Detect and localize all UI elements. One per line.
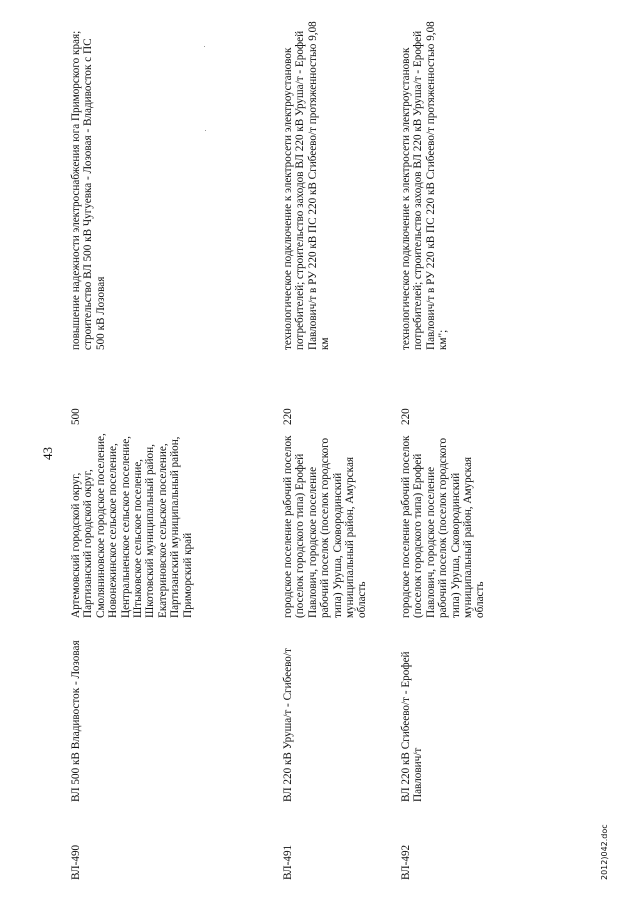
line-code: ВЛ-490 (70, 844, 82, 880)
line-purpose: технологическое подключение к электросети электроустановок потребителей; строительство заходов ВЛ 220 кВ Уруша/т - Ерофей Павлович/т в РУ 220 кВ ПС 220 кВ Сгибеево/т протяженностью 9,08 км"; (400, 21, 450, 350)
line-purpose: повышение надежности электроснабжения юга Приморского края; строительство ВЛ 500 кВ Чугуевка - Лозовая - Владивосток с ПС 500 кВ Лозовая (70, 30, 107, 350)
rotated-table (0, 20, 640, 880)
line-name: ВЛ 500 кВ Владивосток - Лозовая (70, 640, 82, 802)
line-code: ВЛ-491 (282, 844, 294, 880)
line-area: городское поселение рабочий поселок (поселок городского типа) Ерофей Павлович, городское поселение рабочий поселок (поселок городского типа) Уруша, Сковородинский муниципальный район, Амурская область (282, 435, 369, 618)
file-name-footer: 2012)042.doc (600, 824, 609, 880)
line-name: ВЛ 220 кВ Уруша/т - Сгибеево/т (282, 648, 294, 802)
page-number: 43 (40, 447, 55, 460)
line-voltage: 220 (400, 408, 412, 425)
line-area: Артемовский городской округ, Партизанский городской округ, Смоляниновское городское поселение, Новонежинское сельское поселение, Центральненское сельское поселение, Штыковское сельское поселение, Шкотовский муниципальный район, Екатериновское сельское поселение, Партизанский муниципальный район, Приморский край (70, 433, 194, 618)
scan-speck (205, 130, 206, 131)
line-voltage: 220 (282, 408, 294, 425)
line-voltage: 500 (70, 408, 82, 425)
line-purpose: технологическое подключение к электросети электроустановок потребителей; строительство заходов ВЛ 220 кВ Уруша/т - Ерофей Павлович/т в РУ 220 кВ ПС 220 кВ Сгибеево/т протяженностью 9,08 км (282, 21, 332, 350)
line-area: городское поселение рабочий поселок (поселок городского типа) Ерофей Павлович, городское поселение рабочий поселок (поселок городского типа) Уруша, Сковородинский муниципальный район, Амурская область (400, 435, 487, 618)
line-code: ВЛ-492 (400, 844, 412, 880)
scan-speck (204, 46, 205, 47)
line-name: ВЛ 220 кВ Сгибеево/т - Ерофей Павлович/т (400, 651, 425, 802)
